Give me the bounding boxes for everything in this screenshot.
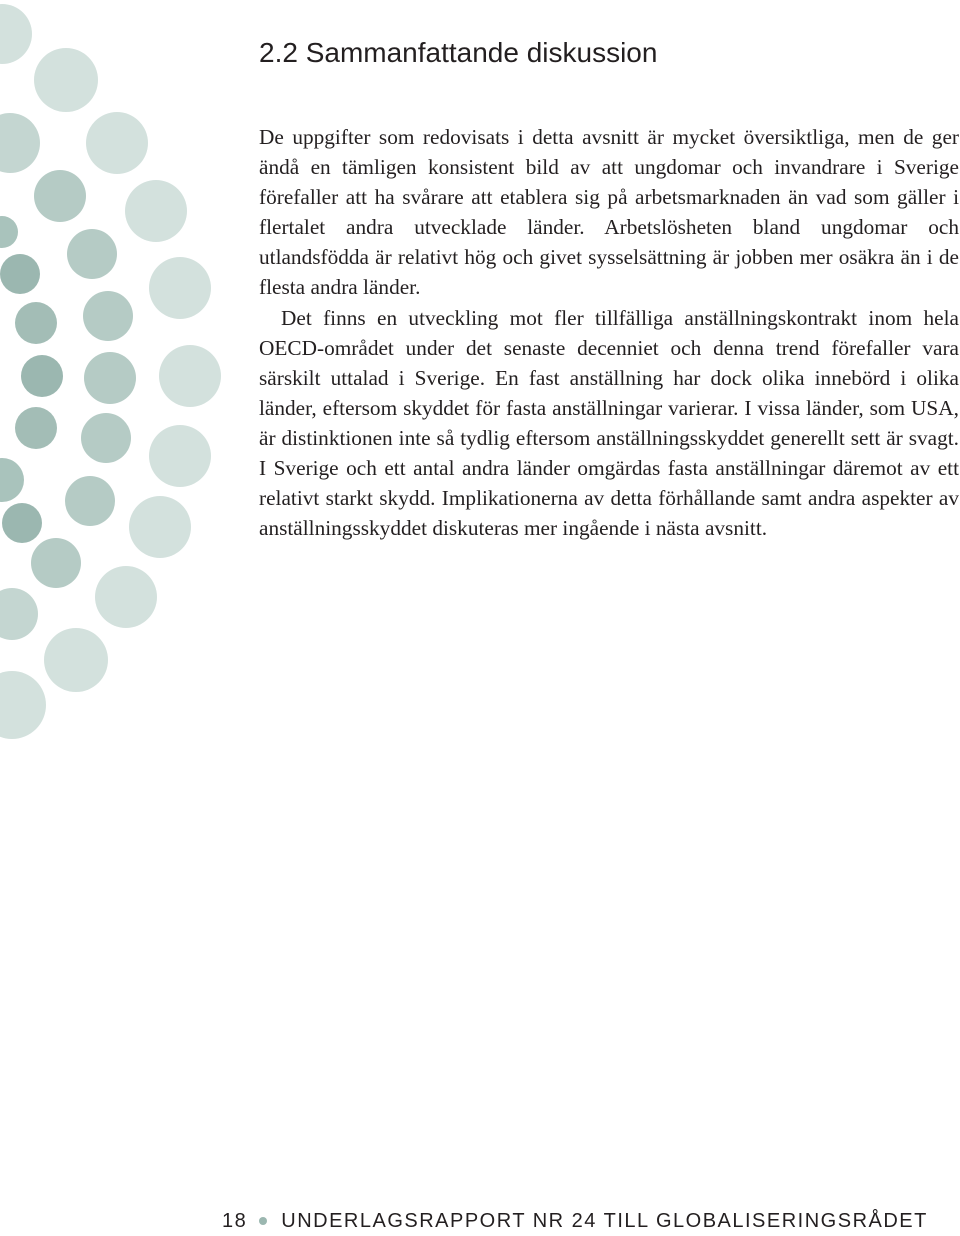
- decorative-dot: [0, 458, 24, 502]
- decorative-dot: [0, 254, 40, 294]
- decorative-dot: [44, 628, 108, 692]
- decorative-dot: [129, 496, 191, 558]
- decorative-dot: [34, 170, 86, 222]
- section-heading: 2.2 Sammanfattande diskussion: [259, 37, 658, 68]
- decorative-dot: [83, 291, 133, 341]
- decorative-dot: [86, 112, 148, 174]
- decorative-dot: [0, 113, 40, 173]
- decorative-dot: [21, 355, 63, 397]
- page-number: 18: [222, 1209, 248, 1232]
- decorative-dot: [34, 48, 98, 112]
- decorative-dot: [159, 345, 221, 407]
- decorative-dot: [31, 538, 81, 588]
- decorative-dot: [125, 180, 187, 242]
- decorative-dot-pattern: [0, 0, 240, 760]
- decorative-dot: [149, 425, 211, 487]
- decorative-dot: [0, 216, 18, 248]
- decorative-dot: [15, 407, 57, 449]
- decorative-dot: [84, 352, 136, 404]
- bullet-dot-icon: [259, 1217, 267, 1225]
- decorative-dot: [0, 671, 46, 739]
- decorative-dot: [0, 588, 38, 640]
- decorative-dot: [15, 302, 57, 344]
- decorative-dot: [95, 566, 157, 628]
- paragraph: De uppgifter som redovisats i detta avsnitt är mycket översiktliga, men de ger ändå en tämligen konsistent bild av att ungdomar och invandrare i Sverige förefaller att ha svårare att etablera sig på arbetsmarknaden än vad som gäller i flertalet andra utvecklade länder. Arbetslösheten bland ungdomar och utlandsfödda är relativt hög och givet sysselsättning är jobben mer osäkra än i de flesta andra länder.: [259, 125, 959, 300]
- decorative-dot: [67, 229, 117, 279]
- report-title: UNDERLAGSRAPPORT NR 24 TILL GLOBALISERINGSRÅDET: [281, 1209, 928, 1232]
- decorative-dot: [0, 4, 32, 64]
- decorative-dot: [2, 503, 42, 543]
- decorative-dot: [149, 257, 211, 319]
- page-footer: [222, 1206, 928, 1236]
- body-text: [259, 122, 959, 543]
- decorative-dot: [65, 476, 115, 526]
- paragraph: Det finns en utveckling mot fler tillfälliga anställningskontrakt inom hela OECD-området under det senaste decenniet och denna trend förefaller vara särskilt uttalad i Sverige. En fast anställning har dock olika innebörd i olika länder, eftersom skyddet för fasta anställningar varierar. I vissa länder, som USA, är distinktionen inte så tydlig eftersom anställningsskyddet generellt sett är svagt. I Sverige och ett antal andra länder omgärdas fasta anställningar däremot av ett relativt starkt skydd. Implikationerna av detta förhållande samt andra aspekter av anställningsskyddet diskuteras mer ingående i nästa avsnitt.: [259, 305, 959, 541]
- decorative-dot: [81, 413, 131, 463]
